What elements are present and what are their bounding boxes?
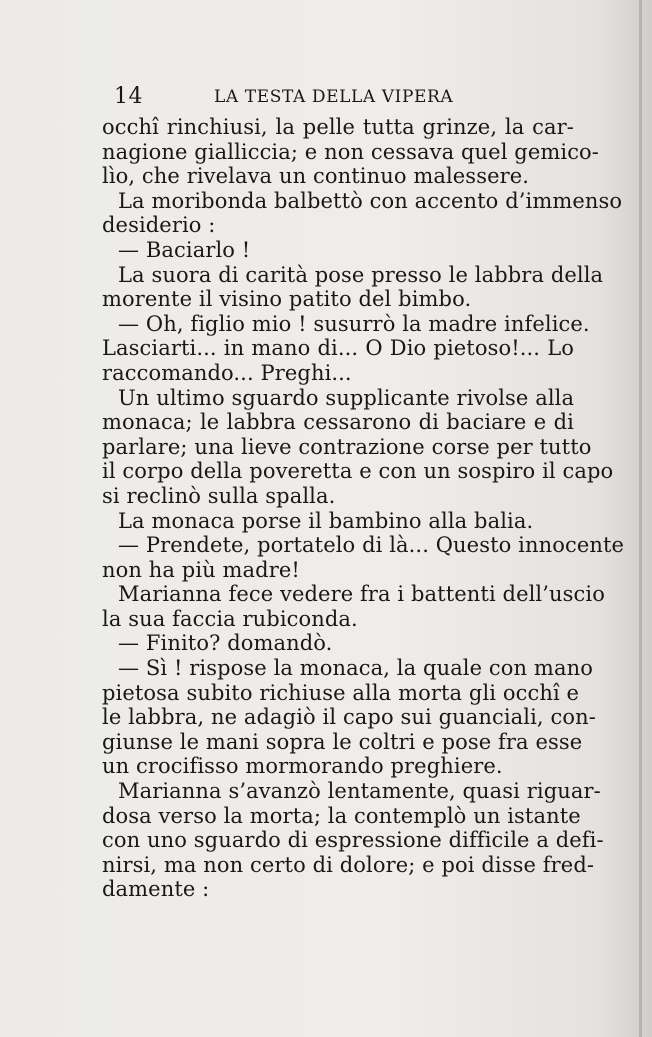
text-line: occhî rinchiusi, la pelle tutta grinze, la car- (102, 115, 574, 139)
text-line: morente il visino patito del bimbo. (102, 287, 472, 312)
text-line: Marianna s’avanzò lentamente, quasi riguar- (118, 779, 601, 804)
text-line: La monaca porse il bambino alla balia. (118, 508, 534, 533)
text-line: raccomando... Preghi... (102, 360, 352, 385)
text-line: il corpo della poveretta e con un sospiro il capo (102, 459, 614, 484)
running-title: LA TESTA DELLA VIPERA (214, 87, 454, 107)
page-gutter-shadow (639, 0, 642, 1037)
text-line: un crocifisso mormorando preghiere. (102, 754, 503, 779)
text-line: nagione gialliccia; e non cessava quel gemico- (102, 139, 599, 164)
page-number: 14 (114, 84, 143, 109)
text-line: monaca; le labbra cessarono di baciare e di (102, 410, 574, 435)
text-line: dosa verso la morta; la contemplò un istante (102, 803, 581, 828)
text-line: la sua faccia rubiconda. (102, 606, 358, 631)
text-line: Un ultimo sguardo supplicante rivolse alla (118, 385, 575, 410)
text-line: La moribonda balbettò con accento d’immenso (118, 188, 623, 213)
text-line: le labbra, ne adagiò il capo sui guanciali, con- (102, 705, 596, 730)
text-line: Lasciarti... in mano di... O Dio pietoso!... Lo (102, 336, 574, 361)
text-line: pietosa subito richiuse alla morta gli occhî e (102, 680, 580, 705)
body-text (102, 115, 625, 902)
text-line: La suora di carità pose presso le labbra della (118, 262, 604, 287)
text-line: lìo, che rivelava un continuo malessere. (102, 164, 530, 189)
text-line: nirsi, ma non certo di dolore; e poi disse fred- (102, 852, 595, 877)
text-line: con uno sguardo di espressione difficile a defi- (102, 828, 604, 853)
text-line: desiderio : (102, 213, 216, 238)
text-line: si reclinò sulla spalla. (102, 483, 336, 508)
text-line: — Prendete, portatelo di là... Questo innocente (118, 533, 625, 558)
text-line: — Finito? domandò. (118, 631, 333, 656)
text-line: non ha più madre! (102, 557, 300, 582)
text-line: parlare; una lieve contrazione corse per tutto (102, 434, 592, 459)
text-line: — Oh, figlio mio ! susurrò la madre infelice. (118, 311, 590, 336)
text-line: giunse le mani sopra le coltri e pose fra esse (102, 729, 583, 754)
text-line: — Baciarlo ! (118, 237, 251, 262)
text-line: Marianna fece vedere fra i battenti dell’uscio (118, 582, 605, 607)
page-header (114, 84, 574, 114)
text-line: damente : (102, 877, 210, 902)
text-line: — Sì ! rispose la monaca, la quale con mano (118, 656, 593, 681)
